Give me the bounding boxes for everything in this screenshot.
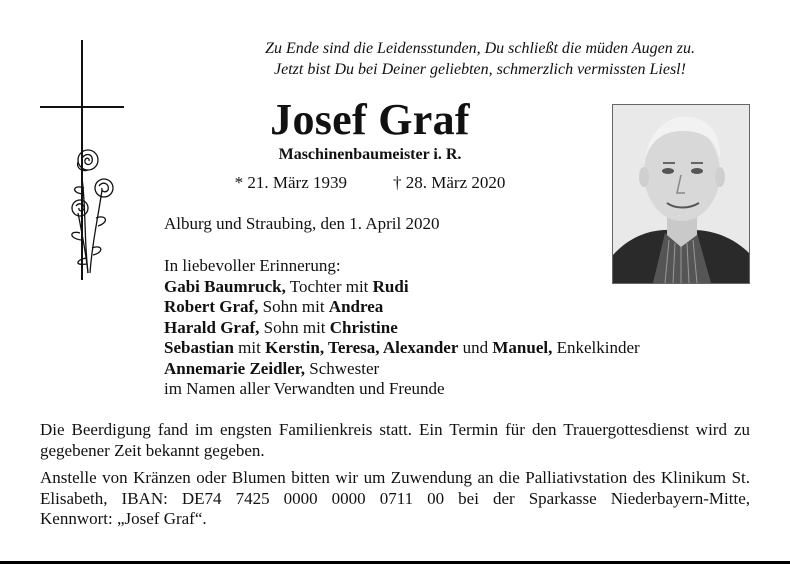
mourner-name: Harald Graf, [164, 317, 260, 337]
verse-line-1: Zu Ende sind die Leidensstunden, Du schließt die müden Augen zu. [265, 40, 695, 57]
mourner-line [164, 318, 640, 339]
cross-bar [40, 106, 124, 108]
donation-keyword: Kennwort: „Josef Graf“. [40, 509, 207, 528]
deceased-title: Maschinenbaumeister i. R. [278, 146, 462, 163]
mourner-relation: Schwester [305, 358, 380, 378]
mourner-line [164, 338, 640, 359]
mourner-relation: Enkelkinder [552, 338, 640, 357]
mourner-relation: und [458, 338, 493, 357]
mourner-name: Gabi Baumruck, [164, 276, 286, 296]
donation-note [40, 468, 750, 530]
mourner-name: Sebastian [164, 338, 234, 357]
mourner-name: Kerstin, Teresa, Alexander [265, 338, 459, 357]
mourner-relation: Tochter mit [285, 276, 373, 296]
death-date: † 28. März 2020 [393, 173, 506, 192]
mourner-relation: mit [233, 338, 266, 357]
funeral-note: Die Beerdigung fand im engsten Familienkreis statt. Ein Termin für den Trauergottesdienst wird zu gegebener Zeit bekannt gegeben. [40, 420, 750, 460]
mourner-name: Annemarie Zeidler, [164, 358, 306, 378]
mourner-line [164, 359, 640, 380]
portrait-icon [613, 105, 749, 283]
verse-line-2: Jetzt bist Du bei Deiner geliebten, schmerzlich vermissten Liesl! [274, 61, 686, 78]
mourner-name: Andrea [328, 297, 384, 316]
mourner-name: Rudi [372, 276, 409, 296]
deceased-name: Josef Graf [270, 95, 470, 144]
mourners-intro: In liebevoller Erinnerung: [164, 256, 341, 275]
roses-icon [60, 138, 130, 278]
mourners-list [164, 256, 640, 400]
mourner-line [164, 297, 640, 318]
mourner-relation: Sohn mit [258, 297, 329, 316]
memorial-verse [200, 38, 760, 80]
mourner-name: Robert Graf, [164, 297, 259, 316]
portrait-photo [612, 104, 750, 284]
birth-date: * 21. März 1939 [234, 173, 347, 192]
mourner-name: Christine [329, 317, 398, 337]
place-and-date: Alburg und Straubing, den 1. April 2020 [164, 214, 440, 233]
mourner-relation: Sohn mit [259, 317, 330, 337]
mourners-closing: im Namen aller Verwandten und Freunde [164, 379, 445, 398]
mourner-name: Manuel, [492, 338, 553, 357]
mourner-line [164, 277, 640, 298]
donation-text: Anstelle von Kränzen oder Blumen bitten wir um Zuwendung an die Palliativstation des Klinikum St. Elisabeth, IBAN: DE74 7425 0000 0000 0711 00 bei der Sparkasse Niederbayern-Mitte, [40, 468, 750, 508]
life-dates [200, 173, 540, 193]
